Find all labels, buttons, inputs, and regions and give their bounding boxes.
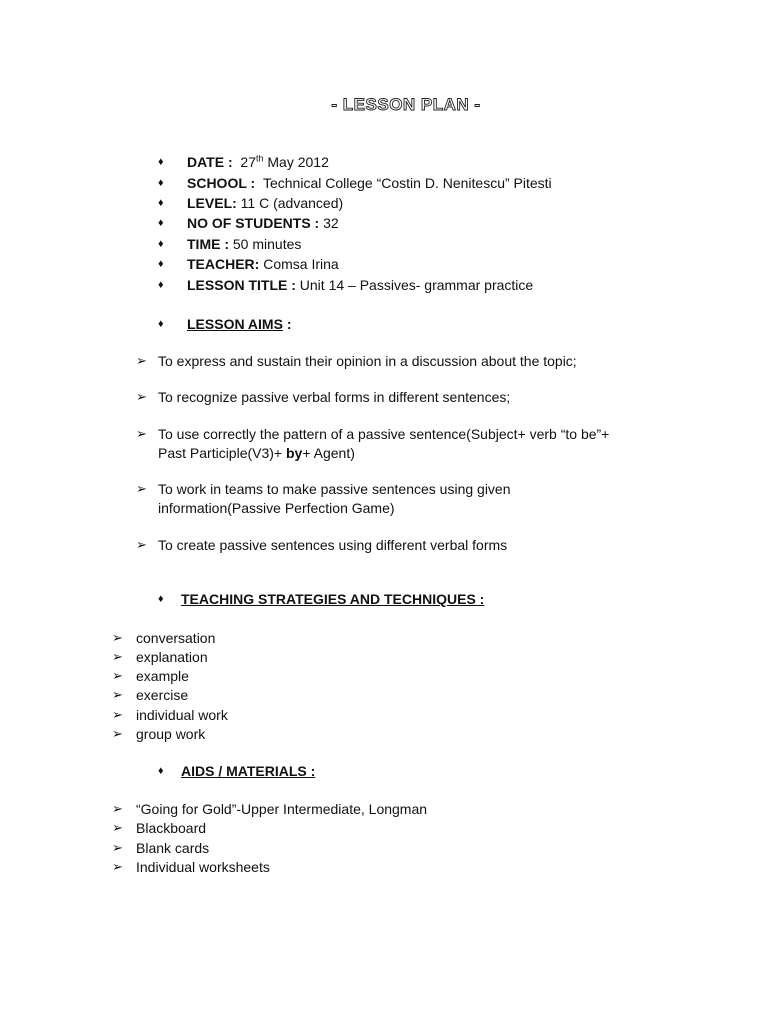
arrow-bullet-icon: ➢ xyxy=(136,353,147,368)
strategies-label: TEACHING STRATEGIES AND TECHNIQUES : xyxy=(181,591,485,607)
arrow-bullet-icon: ➢ xyxy=(112,687,123,702)
strategy-item: example xyxy=(136,668,189,684)
diamond-bullet-icon: ♦ xyxy=(158,318,164,330)
school-value: Technical College “Costin D. Nenitescu” Pitesti xyxy=(262,175,552,191)
arrow-bullet-icon: ➢ xyxy=(136,389,147,404)
arrow-bullet-icon: ➢ xyxy=(112,649,123,664)
strategy-item: exercise xyxy=(136,687,189,703)
strategies-heading xyxy=(181,589,484,609)
teacher-line xyxy=(187,254,339,274)
aid-item: Individual worksheets xyxy=(136,859,270,875)
arrow-bullet-icon: ➢ xyxy=(112,801,123,816)
diamond-bullet-icon: ♦ xyxy=(158,279,164,291)
strategy-item: explanation xyxy=(136,649,208,665)
students-label: NO OF STUDENTS : xyxy=(187,215,320,231)
strategy-item: group work xyxy=(136,726,206,742)
time-line xyxy=(187,234,301,254)
date-suffix: th xyxy=(255,153,264,164)
diamond-bullet-icon: ♦ xyxy=(158,217,164,229)
level-line xyxy=(187,193,343,213)
date-line xyxy=(187,152,329,172)
time-label: TIME : xyxy=(187,236,229,252)
arrow-bullet-icon: ➢ xyxy=(112,707,123,722)
aim-item: To use correctly the pattern of a passive sentence(Subject+ verb “to be”+ xyxy=(158,426,610,442)
strategy-item: conversation xyxy=(136,630,216,646)
arrow-bullet-icon: ➢ xyxy=(112,840,123,855)
aim-item: To create passive sentences using different verbal forms xyxy=(158,537,508,553)
teacher-value: Comsa Irina xyxy=(263,256,339,272)
arrow-bullet-icon: ➢ xyxy=(136,481,147,496)
lesson-aims-label: LESSON AIMS xyxy=(187,316,283,332)
aim-item: To recognize passive verbal forms in different sentences; xyxy=(158,389,511,405)
lesson-aims-heading xyxy=(187,314,292,334)
students-value: 32 xyxy=(323,215,339,231)
arrow-bullet-icon: ➢ xyxy=(112,668,123,683)
diamond-bullet-icon: ♦ xyxy=(158,177,164,189)
aim-item: To work in teams to make passive sentences using given xyxy=(158,481,511,497)
aid-item: Blank cards xyxy=(136,840,210,856)
arrow-bullet-icon: ➢ xyxy=(112,630,123,645)
level-value: 11 C (advanced) xyxy=(240,195,344,211)
diamond-bullet-icon: ♦ xyxy=(158,593,164,605)
aim-item-continuation xyxy=(158,443,355,463)
aim-item-continuation: information(Passive Perfection Game) xyxy=(158,500,395,516)
diamond-bullet-icon: ♦ xyxy=(158,156,164,168)
strategy-item: individual work xyxy=(136,707,228,723)
aids-heading xyxy=(181,761,315,781)
arrow-bullet-icon: ➢ xyxy=(112,820,123,835)
arrow-bullet-icon: ➢ xyxy=(136,537,147,552)
diamond-bullet-icon: ♦ xyxy=(158,197,164,209)
school-label: SCHOOL : xyxy=(187,175,256,191)
aim-item: To express and sustain their opinion in a discussion about the topic; xyxy=(158,353,577,369)
arrow-bullet-icon: ➢ xyxy=(112,859,123,874)
diamond-bullet-icon: ♦ xyxy=(158,258,164,270)
aid-item: Blackboard xyxy=(136,820,207,836)
aim-item3-by: by xyxy=(286,445,303,461)
time-value: 50 minutes xyxy=(232,236,302,252)
level-label: LEVEL: xyxy=(187,195,237,211)
date-rest: May 2012 xyxy=(267,154,329,170)
aid-item: “Going for Gold”-Upper Intermediate, Longman xyxy=(136,801,428,817)
lesson-title-value: Unit 14 – Passives- grammar practice xyxy=(299,277,534,293)
teacher-label: TEACHER: xyxy=(187,256,260,272)
lesson-title-line xyxy=(187,275,533,295)
school-line xyxy=(187,173,552,193)
aids-label: AIDS / MATERIALS : xyxy=(181,763,316,779)
page-title: - LESSON PLAN - xyxy=(331,95,481,114)
lesson-title-label: LESSON TITLE : xyxy=(187,277,296,293)
arrow-bullet-icon: ➢ xyxy=(136,426,147,441)
students-line xyxy=(187,213,339,233)
diamond-bullet-icon: ♦ xyxy=(158,765,164,777)
arrow-bullet-icon: ➢ xyxy=(112,726,123,741)
aim-item3-part-b: + Agent) xyxy=(302,445,355,461)
date-label: DATE : xyxy=(187,154,233,170)
aim-item3-part-a: Past Participle(V3)+ xyxy=(158,445,283,461)
lesson-aims-colon: : xyxy=(286,316,292,332)
diamond-bullet-icon: ♦ xyxy=(158,238,164,250)
date-day: 27 xyxy=(240,154,256,170)
